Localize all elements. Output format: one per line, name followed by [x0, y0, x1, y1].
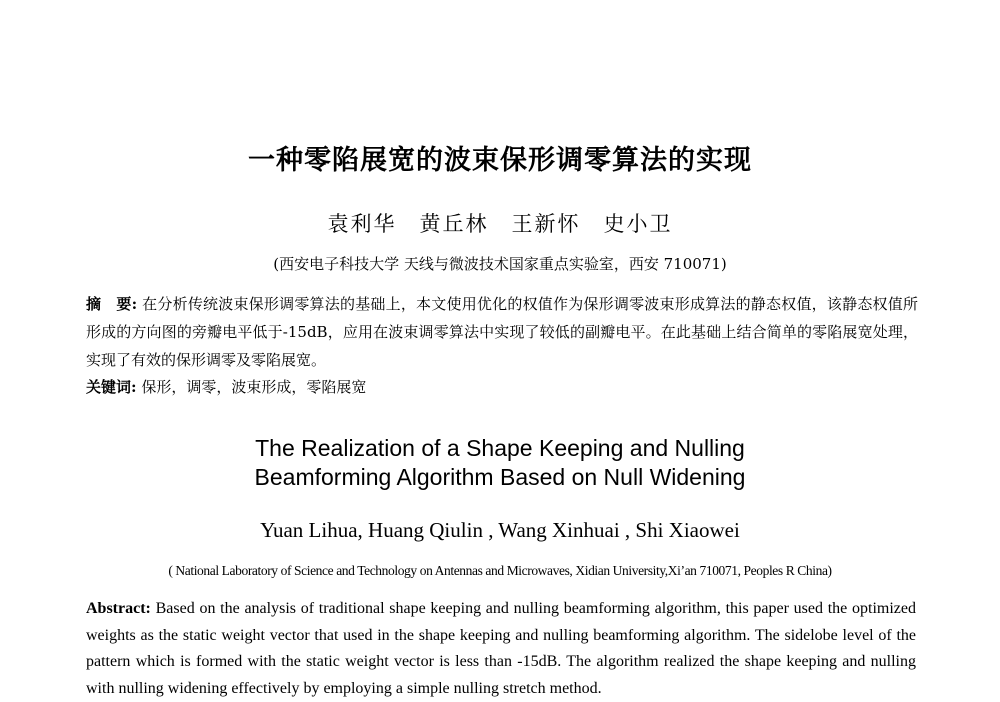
- english-affiliation: ( National Laboratory of Science and Technology on Antennas and Microwaves, Xidian University,Xi’an 710071, Peoples R China): [168, 563, 832, 578]
- english-abstract: [86, 596, 916, 702]
- english-abstract-label: Abstract:: [86, 600, 151, 617]
- chinese-abstract: [86, 290, 918, 374]
- english-title-line-2: Beamforming Algorithm Based on Null Widening: [254, 464, 746, 490]
- chinese-affiliation: (西安电子科技大学 天线与微波技术国家重点实验室，西安 710071): [273, 255, 727, 273]
- chinese-abstract-label: 摘 要:: [86, 295, 138, 313]
- english-title: [0, 434, 1000, 492]
- chinese-abstract-text: 在分析传统波束保形调零算法的基础上，本文使用优化的权值作为保形调零波束形成算法的静态权值，该静态权值所形成的方向图的旁瓣电平低于-15dB，应用在波束调零算法中实现了较低的副瓣电平。在此基础上结合简单的零陷展宽处理，实现了有效的保形调零及零陷展宽。: [86, 295, 918, 369]
- english-abstract-text: Based on the analysis of traditional shape keeping and nulling beamforming algorithm, this paper used the optimized weights as the static weight vector that used in the shape keeping and nulling beamforming algorithm. The sidelobe level of the pattern which is formed with the static weight vector is less than -15dB. The algorithm realized the shape keeping and nulling with nulling widening effectively by employing a simple nulling stretch method.: [86, 600, 916, 697]
- chinese-authors: 袁利华 黄丘林 王新怀 史小卫: [327, 212, 673, 236]
- chinese-keywords-label: 关键词:: [86, 378, 137, 396]
- chinese-title: 一种零陷展宽的波束保形调零算法的实现: [248, 145, 752, 176]
- english-title-line-1: The Realization of a Shape Keeping and Nulling: [255, 435, 745, 461]
- chinese-keywords-text: 保形，调零，波束形成，零陷展宽: [141, 378, 367, 396]
- chinese-keywords: [86, 373, 918, 401]
- english-authors: Yuan Lihua, Huang Qiulin , Wang Xinhuai , Shi Xiaowei: [260, 518, 740, 542]
